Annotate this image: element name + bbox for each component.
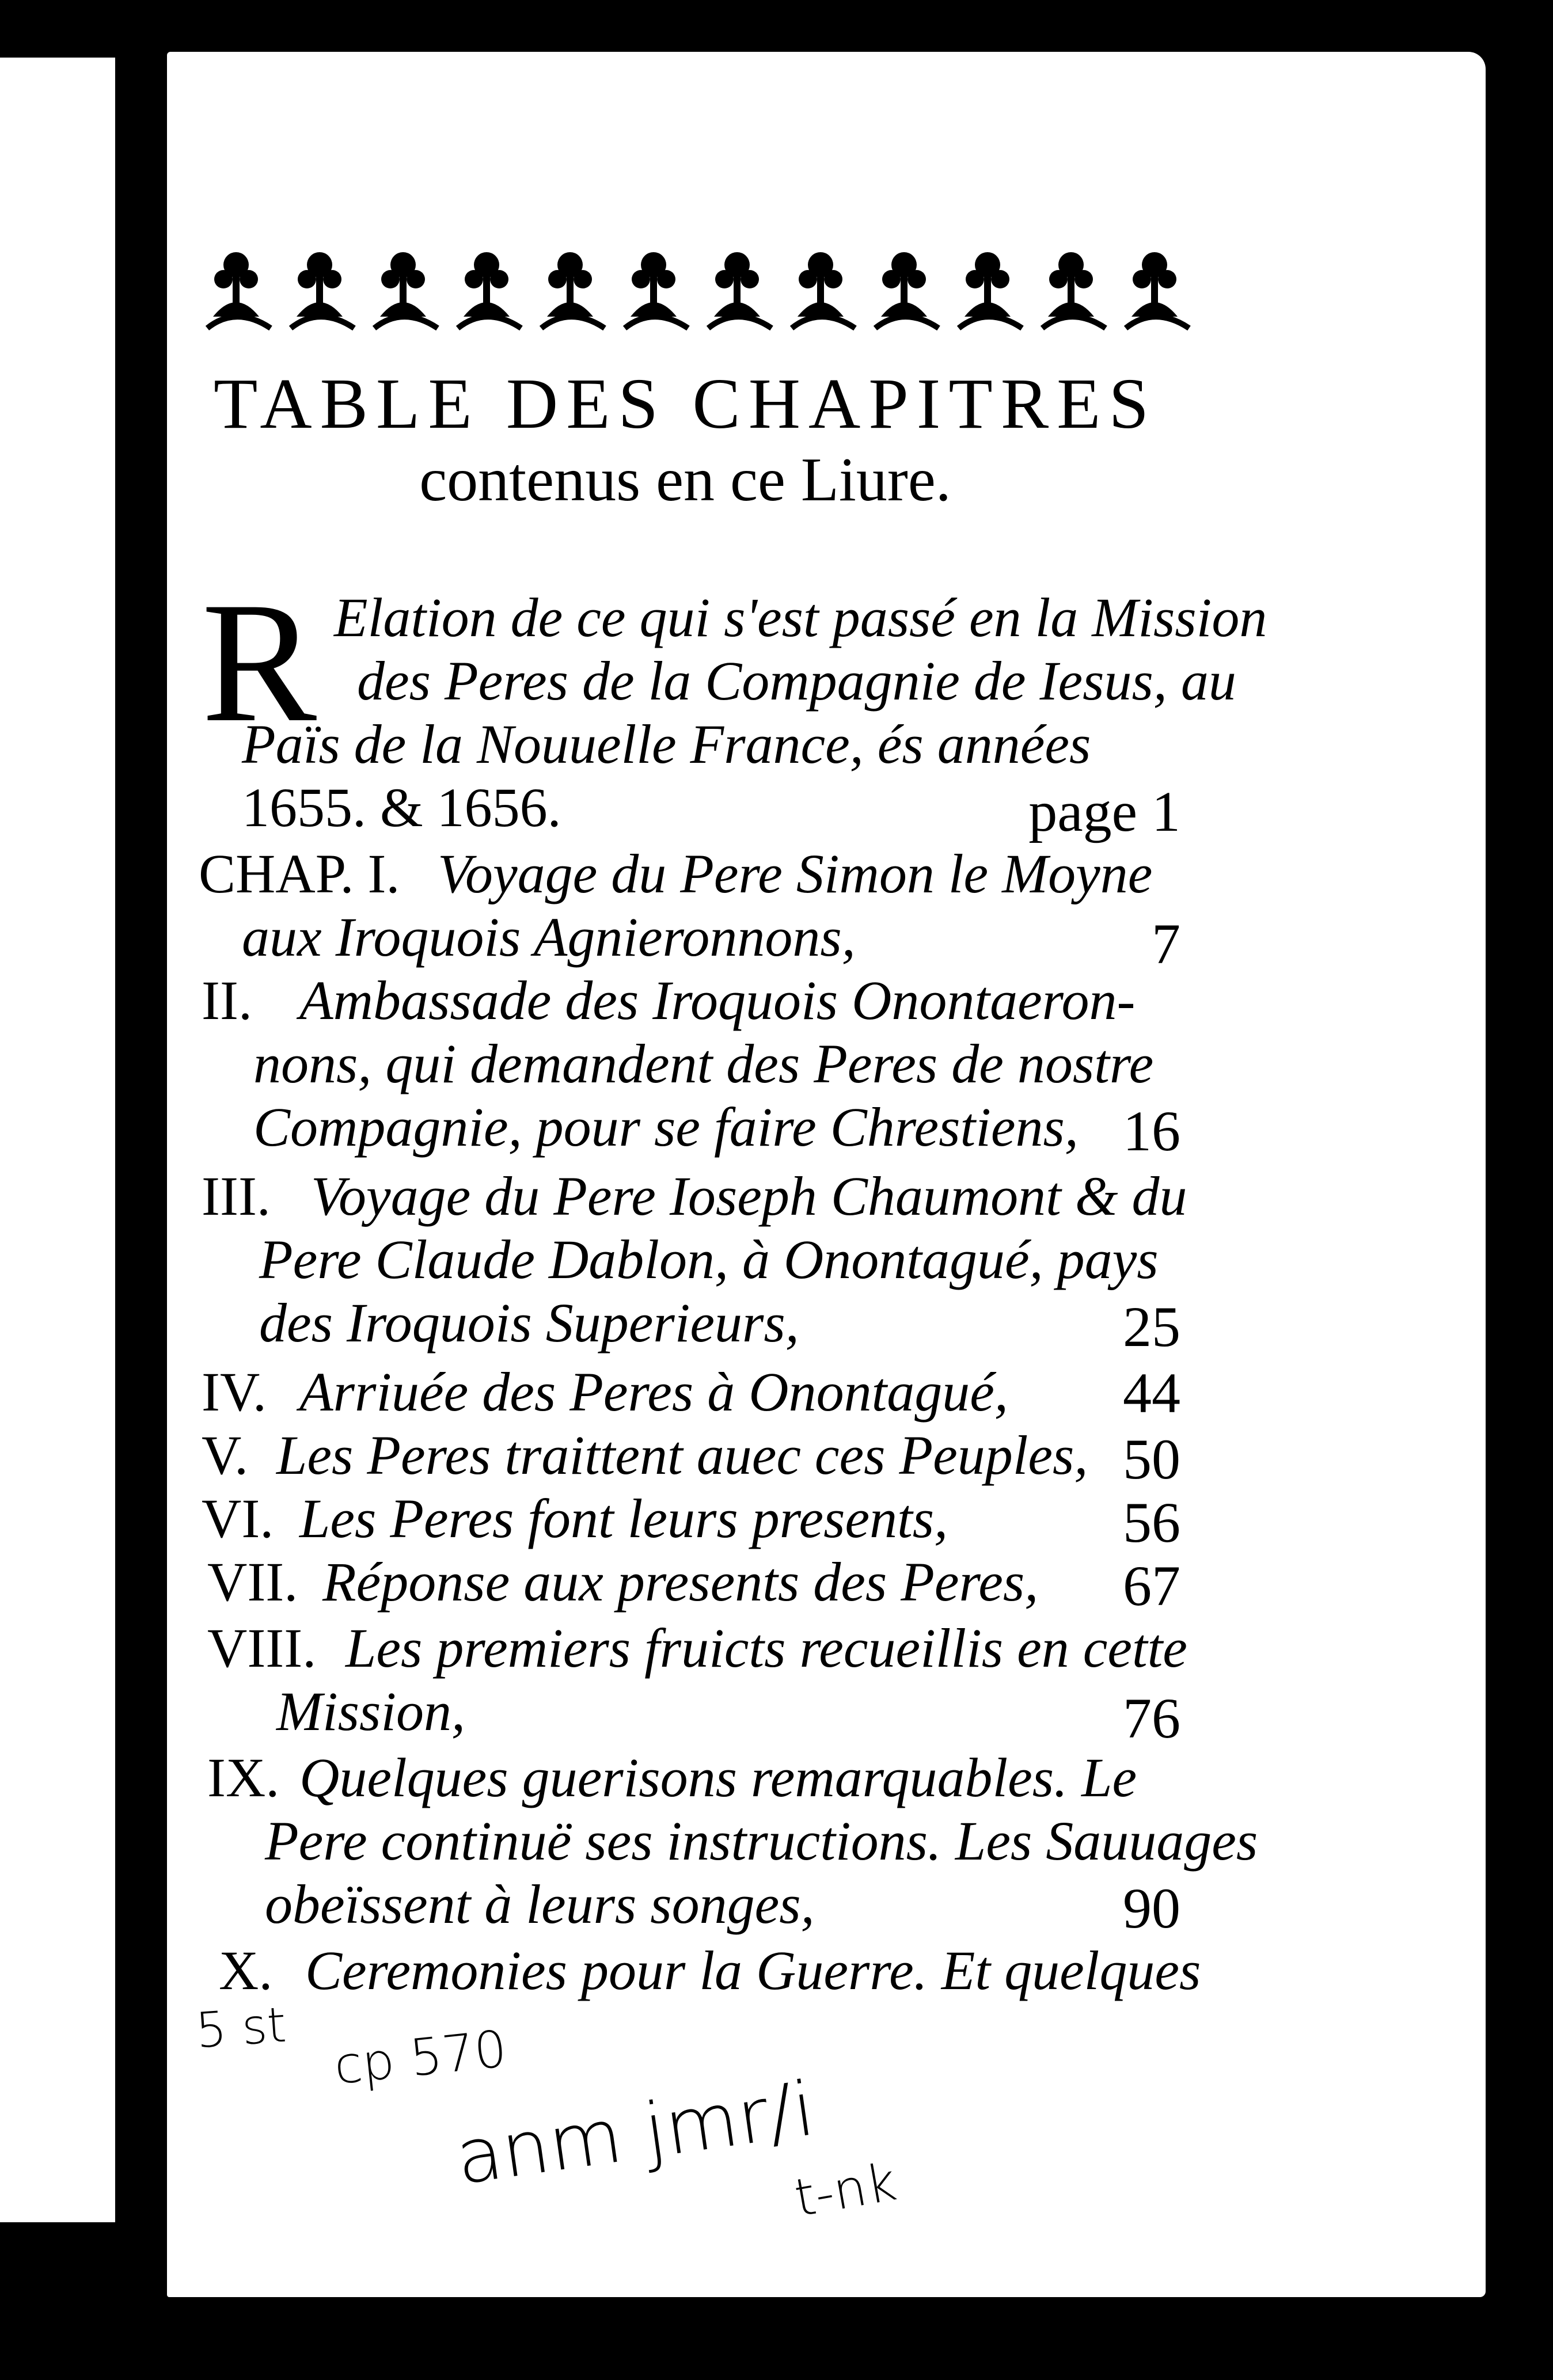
toc-line: Réponse aux presents des Peres, [322, 1551, 1039, 1613]
toc-page-number: 56 [1123, 1491, 1180, 1554]
toc-line: Les Peres traittent auec ces Peuples, [276, 1424, 1088, 1486]
handwritten-note: t-nk [790, 2151, 901, 2229]
toc-line: des Peres de la Compagnie de Iesus, au [357, 650, 1236, 712]
toc-line: nons, qui demandent des Peres de nostre [253, 1033, 1154, 1094]
toc-line: aux Iroquois Agnieronnons, [242, 906, 856, 968]
toc-page-number: 90 [1123, 1876, 1180, 1940]
toc-chapter-label: VII. [207, 1551, 298, 1613]
toc-chapter-label: IV. [202, 1361, 267, 1423]
toc-chapter-label: IX. [207, 1747, 280, 1808]
fleuron-icon [792, 252, 855, 328]
toc-line: obeïssent à leurs songes, [265, 1873, 815, 1935]
drop-cap: R [202, 567, 317, 758]
toc-page-number: 25 [1123, 1295, 1180, 1359]
toc-page-number: 16 [1123, 1099, 1180, 1163]
fleuron-icon [291, 252, 354, 328]
toc-chapter-label: X. [219, 1940, 273, 2001]
fleuron-icon [1042, 252, 1106, 328]
toc-page-number: 50 [1123, 1427, 1180, 1491]
toc-page-number: 76 [1123, 1686, 1180, 1750]
toc-chapter-label: V. [202, 1424, 248, 1486]
fleuron-icon [458, 252, 521, 328]
toc-line: Pere continuë ses instructions. Les Sauuages [265, 1810, 1258, 1872]
toc-chapter-label: CHAP. I. [199, 843, 400, 904]
toc-chapter-label: III. [202, 1165, 271, 1227]
toc-line: Les premiers fruicts recueillis en cette [345, 1617, 1187, 1679]
toc-line: Païs de la Nouuelle France, és années [242, 713, 1091, 775]
toc-line: Mission, [276, 1681, 466, 1742]
fleuron-icon [1126, 252, 1189, 328]
toc-line: Ambassade des Iroquois Onontaeron- [299, 970, 1136, 1031]
toc-line: Pere Claude Dablon, à Onontagué, pays [259, 1229, 1159, 1290]
toc-line: Compagnie, pour se faire Chrestiens, [253, 1096, 1079, 1158]
toc-page-number: 67 [1123, 1554, 1180, 1618]
toc-line: Les Peres font leurs presents, [299, 1488, 948, 1549]
fleuron-icon [374, 252, 438, 328]
handwritten-note: cp 570 [331, 2018, 510, 2096]
toc-line: Voyage du Pere Simon le Moyne [438, 843, 1153, 904]
toc-line: 1655. & 1656. [242, 777, 561, 838]
toc-line: Elation de ce qui s'est passé en la Mission [334, 587, 1267, 648]
toc-line: Ceremonies pour la Guerre. Et quelques [305, 1940, 1201, 2001]
toc-chapter-label: VIII. [207, 1617, 317, 1679]
fleuron-icon [541, 252, 605, 328]
fleuron-icon [875, 252, 939, 328]
toc-chapter-label: II. [202, 970, 252, 1031]
toc-page-number: 7 [1152, 912, 1180, 976]
toc-line: des Iroquois Superieurs, [259, 1292, 799, 1354]
toc-chapter-label: VI. [202, 1488, 274, 1549]
printers-ornament-band [190, 242, 1198, 334]
handwritten-note: 5 st [193, 1996, 288, 2059]
page-subheading: contenus en ce Liure. [419, 446, 951, 514]
toc-line: Voyage du Pere Ioseph Chaumont & du [311, 1165, 1187, 1227]
fleuron-icon [959, 252, 1022, 328]
toc-line: Arriuée des Peres à Onontagué, [299, 1361, 1008, 1423]
binding-gutter [115, 46, 167, 2245]
handwritten-note: anm jmr/i [450, 2065, 820, 2202]
toc-line: Quelques guerisons remarquables. Le [299, 1747, 1137, 1808]
facing-page-edge [0, 58, 115, 2222]
fleuron-icon [625, 252, 688, 328]
fleuron-icon [207, 252, 271, 328]
toc-page-number: 44 [1123, 1361, 1180, 1425]
toc-page-number: page 1 [1028, 780, 1180, 843]
fleuron-icon [708, 252, 772, 328]
page-heading: TABLE DES CHAPITRES [213, 364, 1157, 444]
